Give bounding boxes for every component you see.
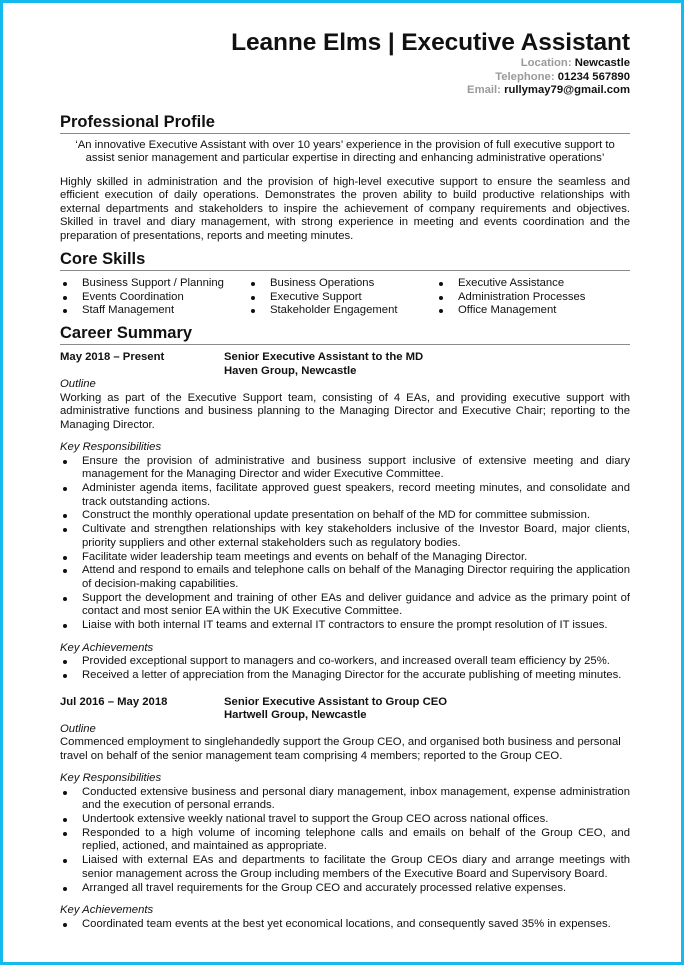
job-role-company bbox=[224, 696, 447, 723]
contact-email bbox=[60, 84, 630, 98]
section-title: Core Skills bbox=[60, 250, 630, 271]
skill-item: Staff Management bbox=[60, 304, 248, 318]
responsibilities-list bbox=[60, 455, 630, 633]
achievements-label: Key Achievements bbox=[60, 904, 154, 917]
name-title: Leanne Elms | Executive Assistant bbox=[231, 29, 630, 56]
job-outline: Working as part of the Executive Support team, consisting of 4 EAs, and providing executive support with administrative functions and business planning to the Managing Director and Executive Chair; reporting to the Managing Director. bbox=[60, 391, 630, 431]
list-item: Cultivate and strengthen relationships with key stakeholders inclusive of the Investor Board, major clients, priority suppliers and other external stakeholders such as regulatory bodies. bbox=[60, 523, 630, 550]
list-item: Arranged all travel requirements for the Group CEO and accurately processed relative expenses. bbox=[60, 882, 630, 896]
contact-label: Email: bbox=[467, 84, 505, 96]
list-item: Liaised with external EAs and departments to facilitate the Group CEOs diary and arrange meetings with senior management across the Group including members of the Executive Board and Supervisory Board. bbox=[60, 854, 630, 881]
achievements-label: Key Achievements bbox=[60, 641, 154, 654]
list-item: Provided exceptional support to managers and co-workers, and increased overall team efficiency by 25%. bbox=[60, 655, 630, 669]
profile-section bbox=[60, 113, 630, 244]
list-item: Construct the monthly operational update presentation on behalf of the MD for committee submission. bbox=[60, 509, 630, 523]
job-header bbox=[60, 351, 630, 378]
contact-value: rullymay79@gmail.com bbox=[504, 84, 630, 96]
contact-label: Location: bbox=[520, 57, 575, 69]
skills-column bbox=[60, 277, 248, 318]
responsibilities-label: Key Responsibilities bbox=[60, 441, 162, 454]
contact-value: Newcastle bbox=[574, 57, 630, 69]
list-item: Received a letter of appreciation from the Managing Director for the accurate publishing of meeting minutes. bbox=[60, 669, 630, 683]
job-role-company bbox=[224, 351, 423, 378]
list-item: Facilitate wider leadership team meetings and events on behalf of the Managing Director. bbox=[60, 551, 630, 565]
job-company: Haven Group, Newcastle bbox=[224, 364, 357, 377]
skill-item: Stakeholder Engagement bbox=[248, 304, 436, 318]
list-item: Responded to a high volume of incoming telephone calls and emails on behalf of the Group CEO, and replied, actioned, and maintained as appropriate. bbox=[60, 827, 630, 854]
job-entry bbox=[60, 696, 630, 932]
job-role: Senior Executive Assistant to the MD bbox=[224, 351, 424, 364]
responsibilities-label: Key Responsibilities bbox=[60, 772, 162, 785]
achievements-list bbox=[60, 655, 630, 682]
career-section bbox=[60, 324, 630, 931]
skill-item: Events Coordination bbox=[60, 291, 248, 305]
profile-quote: ‘An innovative Executive Assistant with over 10 years’ experience in the provision of full executive support to assist senior management and particular expertise in directing and enhancing administrative operations’ bbox=[75, 138, 615, 164]
profile-summary: Highly skilled in administration and the provision of high-level executive support to ensure the seamless and efficient execution of daily operations. Demonstrates the proven ability to build productive relationships with external departments and stakeholders to inspire the achievement of company requirements and objectives. Skilled in travel and diary management, with strong experience in meeting and events coordination and the preparation of presentations, reports and meeting minutes. bbox=[60, 175, 630, 242]
job-company: Hartwell Group, Newcastle bbox=[224, 709, 367, 722]
contact-location bbox=[60, 57, 630, 71]
list-item: Conducted extensive business and personal diary management, inbox management, expense administration and the execution of personal errands. bbox=[60, 786, 630, 813]
job-outline: Commenced employment to singlehandedly support the Group CEO, and organised both business and personal travel on behalf of the senior management team comprising 4 members; reported to the Group CEO. bbox=[60, 736, 621, 762]
skill-item: Office Management bbox=[436, 304, 585, 318]
job-header bbox=[60, 696, 630, 723]
list-item: Support the development and training of other EAs and deliver guidance and advice as the primary point of contact and most senior EA within the UK Executive Committee. bbox=[60, 592, 630, 619]
skill-item: Executive Assistance bbox=[436, 277, 585, 291]
skills-grid bbox=[60, 277, 630, 318]
list-item: Administer agenda items, facilitate approved guest speakers, record meeting minutes, and consolidate and track outstanding actions. bbox=[60, 482, 630, 509]
cv-header bbox=[60, 3, 630, 98]
skills-column bbox=[248, 277, 436, 318]
list-item: Coordinated team events at the best yet economical locations, and consequently saved 35% in expenses. bbox=[60, 918, 630, 932]
section-title: Career Summary bbox=[60, 324, 630, 345]
skill-item: Administration Processes bbox=[436, 291, 585, 305]
list-item: Liaise with both internal IT teams and external IT contractors to ensure the prompt resolution of IT issues. bbox=[60, 619, 630, 633]
section-title: Professional Profile bbox=[60, 113, 630, 134]
list-item: Undertook extensive weekly national travel to support the Group CEO across national offices. bbox=[60, 813, 630, 827]
skills-column bbox=[436, 277, 585, 318]
contact-value: 01234 567890 bbox=[557, 70, 630, 83]
list-item: Ensure the provision of administrative and business support inclusive of extensive meeting and diary management for the Managing Director and wider Executive Committee. bbox=[60, 455, 630, 482]
job-dates: May 2018 – Present bbox=[60, 351, 165, 364]
cv-content bbox=[60, 3, 630, 931]
job-entry bbox=[60, 351, 630, 683]
job-dates: Jul 2016 – May 2018 bbox=[60, 695, 168, 708]
outline-label: Outline bbox=[60, 378, 96, 391]
list-item: Attend and respond to emails and telephone calls on behalf of the Managing Director requiring the application of decision-making capabilities. bbox=[60, 564, 630, 591]
contact-telephone bbox=[60, 71, 630, 85]
skill-item: Business Operations bbox=[248, 277, 436, 291]
contact-label: Telephone: bbox=[495, 70, 558, 83]
skill-item: Business Support / Planning bbox=[60, 277, 248, 291]
job-role: Senior Executive Assistant to Group CEO bbox=[224, 695, 448, 708]
skill-item: Executive Support bbox=[248, 291, 436, 305]
achievements-list bbox=[60, 918, 630, 932]
responsibilities-list bbox=[60, 786, 630, 896]
skills-section bbox=[60, 250, 630, 318]
outline-label: Outline bbox=[60, 722, 96, 735]
